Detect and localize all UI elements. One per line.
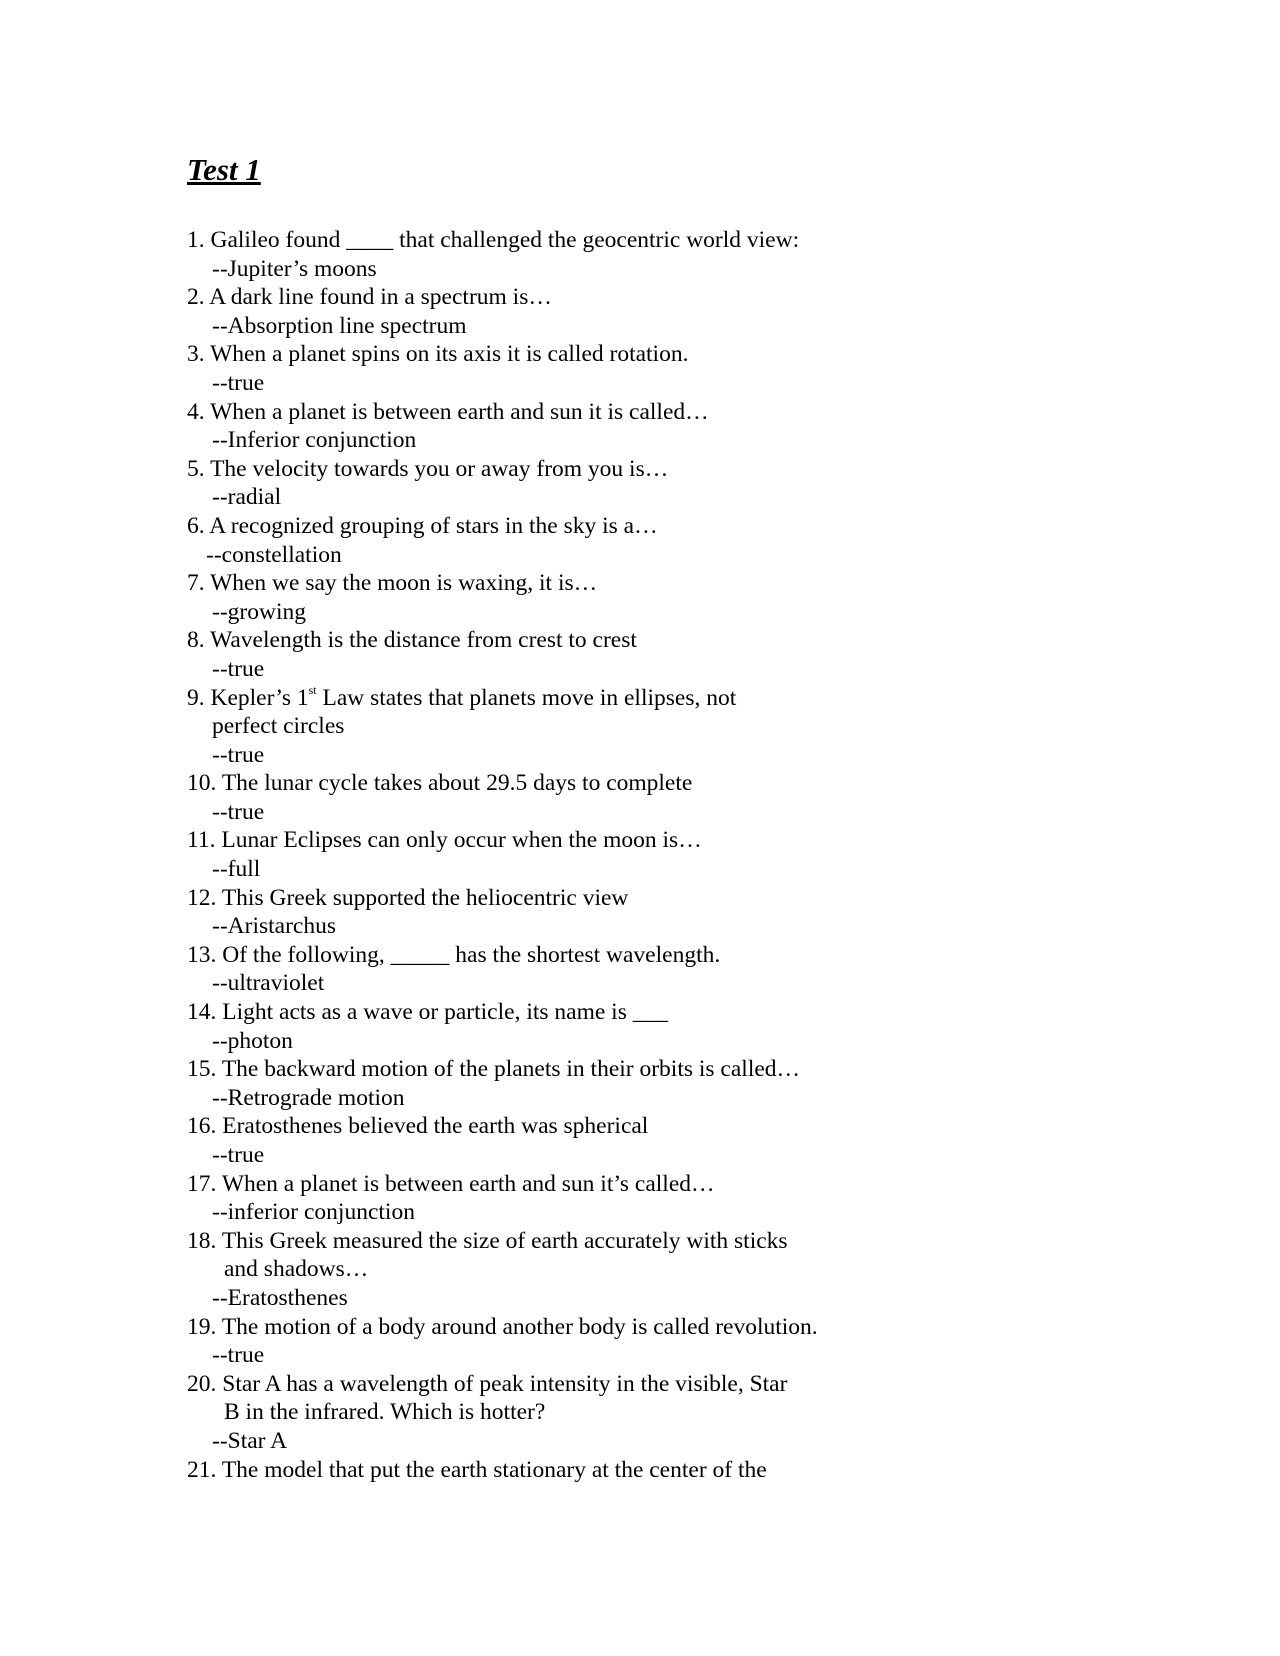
question-line: 5. The velocity towards you or away from you is… (187, 455, 669, 482)
answer-line: --true (212, 741, 265, 768)
question-line: 14. Light acts as a wave or particle, its name is ___ (187, 999, 668, 1026)
question-list (187, 226, 887, 1484)
answer-line: --Inferior conjunction (212, 427, 417, 454)
answer-line: --full (212, 856, 261, 883)
question-line: 11. Lunar Eclipses can only occur when the moon is… (187, 827, 702, 854)
answer-line: --true (212, 798, 265, 825)
question-line: 10. The lunar cycle takes about 29.5 days to complete (187, 770, 693, 797)
question-line: 8. Wavelength is the distance from crest to crest (187, 627, 637, 654)
answer-line: --Jupiter’s moons (212, 255, 377, 282)
answer-line: --true (212, 1142, 265, 1168)
answer-line: --constellation (206, 541, 342, 568)
question-line: 19. The motion of a body around another body is called revolution. (187, 1313, 818, 1340)
question-line: 17. When a planet is between earth and sun it’s called… (187, 1170, 715, 1197)
question-line: 15. The backward motion of the planets in their orbits is called… (187, 1056, 801, 1083)
answer-line: --inferior conjunction (212, 1199, 415, 1226)
question-continuation: perfect circles (212, 713, 345, 740)
question-line: 16. Eratosthenes believed the earth was spherical (187, 1113, 649, 1140)
answer-line: --photon (212, 1027, 293, 1054)
question-line: 20. Star A has a wavelength of peak intensity in the visible, Star (187, 1370, 788, 1397)
answer-line: --Retrograde motion (212, 1084, 405, 1111)
question-continuation: B in the infrared. Which is hotter? (224, 1399, 546, 1426)
document-title: Test 1 (187, 152, 261, 187)
ordinal-superscript: st (308, 682, 317, 697)
answer-line: --ultraviolet (212, 970, 325, 997)
question-continuation: and shadows… (224, 1256, 369, 1283)
question-line: 4. When a planet is between earth and sun it is called… (187, 398, 709, 425)
answer-line: --Eratosthenes (212, 1284, 348, 1311)
question-line: 12. This Greek supported the heliocentric view (187, 884, 629, 911)
question-line: 18. This Greek measured the size of earth accurately with sticks (187, 1227, 788, 1254)
answer-line: --true (212, 655, 265, 682)
answer-line: --radial (212, 484, 282, 511)
answer-line: --Absorption line spectrum (212, 312, 467, 339)
answer-line: --Star A (212, 1427, 288, 1454)
question-line (187, 684, 887, 713)
answer-line: --Aristarchus (212, 913, 336, 940)
question-text-before: 9. Kepler’s 1 (187, 684, 309, 711)
question-line: 2. A dark line found in a spectrum is… (187, 284, 552, 311)
question-line: 13. Of the following, _____ has the shortest wavelength. (187, 941, 721, 968)
answer-line: --true (212, 1342, 265, 1369)
question-line: 21. The model that put the earth stationary at the center of the (187, 1456, 767, 1483)
question-line: 7. When we say the moon is waxing, it is… (187, 570, 598, 597)
answer-line: --true (212, 369, 265, 396)
answer-line: --growing (212, 598, 306, 625)
question-text-after: Law states that planets move in ellipses, not (316, 684, 737, 711)
question-line: 3. When a planet spins on its axis it is called rotation. (187, 341, 689, 368)
question-line: 6. A recognized grouping of stars in the sky is a… (187, 512, 658, 539)
question-line: 1. Galileo found ____ that challenged the geocentric world view: (187, 227, 800, 253)
